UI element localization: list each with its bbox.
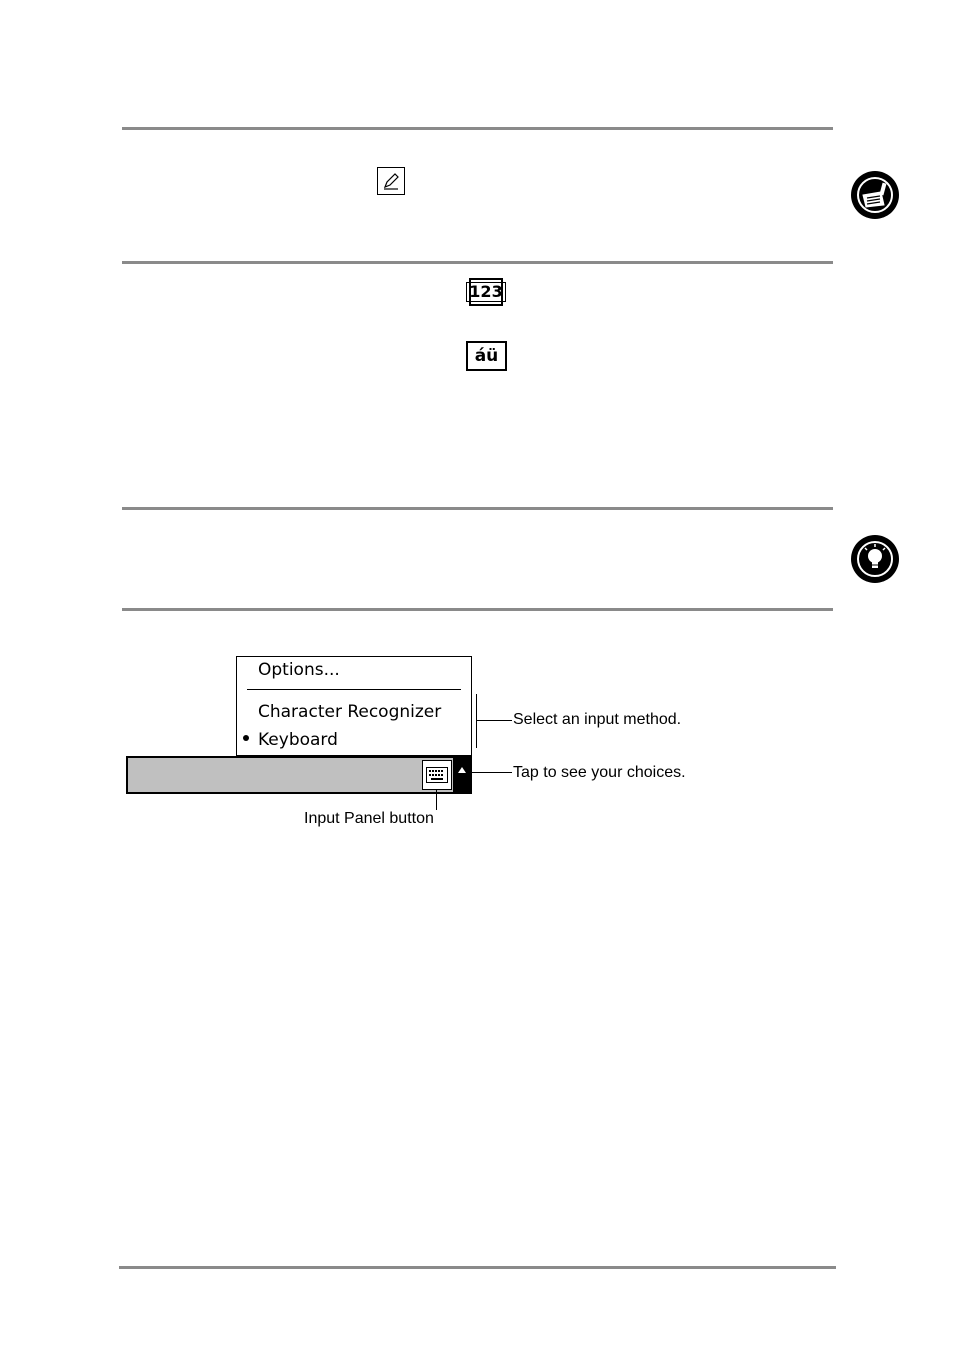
menu-item-character-recognizer[interactable]: Character Recognizer (258, 702, 442, 722)
section-rule-2 (122, 261, 833, 264)
accent-characters-icon (466, 341, 507, 371)
callout-line-button (436, 790, 437, 810)
input-method-menu (236, 656, 472, 756)
numeric-keypad-label: 123 (466, 282, 505, 302)
input-panel-button[interactable] (422, 760, 452, 790)
note-icon (851, 171, 899, 219)
taskbar (126, 756, 472, 794)
selected-bullet-icon (243, 735, 249, 741)
pen-icon (377, 167, 405, 195)
input-panel-arrow-button[interactable] (453, 758, 470, 792)
numeric-keypad-icon (469, 278, 503, 306)
lightbulb-icon (851, 535, 899, 583)
menu-item-options[interactable]: Options... (258, 660, 340, 680)
callout-tap-choices: Tap to see your choices. (513, 764, 686, 781)
section-rule-4 (122, 608, 833, 611)
keyboard-icon (426, 767, 448, 783)
accent-characters-label: áü (474, 346, 499, 366)
section-rule-3 (122, 507, 833, 510)
section-rule-1 (122, 127, 833, 130)
callout-input-panel-button: Input Panel button (304, 810, 434, 827)
menu-item-keyboard[interactable]: Keyboard (258, 730, 338, 750)
arrow-up-icon (457, 766, 467, 776)
callout-line-select (477, 720, 512, 721)
callout-select-method: Select an input method. (513, 711, 682, 728)
callout-line-tap (470, 772, 512, 773)
footer-rule (119, 1266, 836, 1269)
menu-separator (247, 689, 461, 690)
callout-bracket (476, 694, 477, 748)
